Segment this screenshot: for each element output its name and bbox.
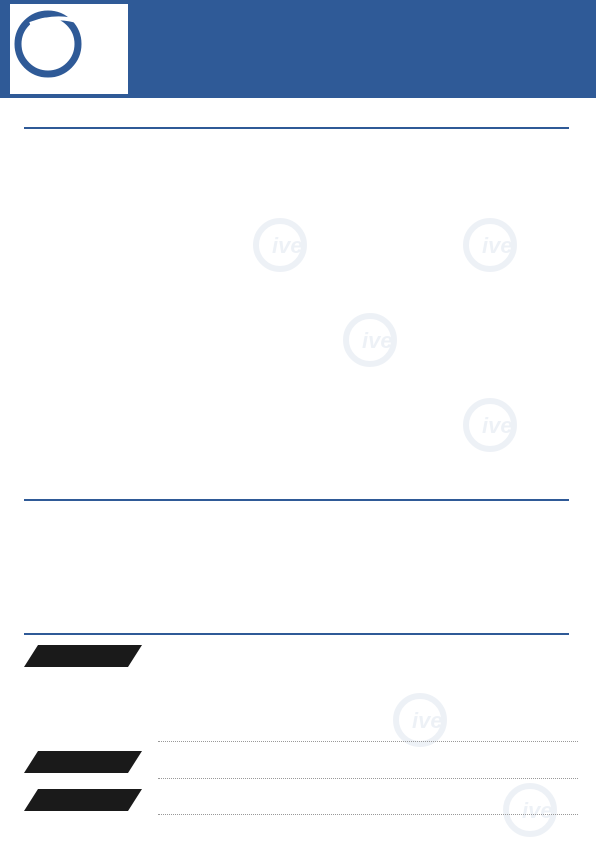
- watermark-logo-icon: [340, 310, 420, 370]
- svg-text:ive: ive: [272, 233, 303, 258]
- dive-logo: [10, 4, 128, 94]
- svg-text:ive: ive: [412, 708, 443, 733]
- header-band: [0, 0, 596, 98]
- watermark-logo-icon: [250, 215, 330, 275]
- company-divider: [158, 741, 578, 742]
- process-section-underline: [24, 499, 569, 501]
- logo-swoosh-icon: [10, 4, 128, 94]
- watermark-logo-icon: [500, 780, 580, 840]
- company-section-underline: [24, 633, 569, 635]
- svg-text:ive: ive: [362, 328, 393, 353]
- watermark-logo-icon: [460, 395, 540, 455]
- badge-our-vision: [24, 789, 142, 811]
- svg-text:ive: ive: [482, 233, 513, 258]
- job-section-underline: [24, 127, 569, 129]
- what-we-do-text: [218, 746, 223, 806]
- watermark-logo-icon: [460, 215, 540, 275]
- company-divider: [158, 814, 578, 815]
- svg-text:ive: ive: [522, 798, 553, 823]
- svg-text:ive: ive: [482, 413, 513, 438]
- badge-what-we-do: [24, 751, 142, 773]
- company-divider: [158, 778, 578, 779]
- badge-company: [24, 645, 142, 667]
